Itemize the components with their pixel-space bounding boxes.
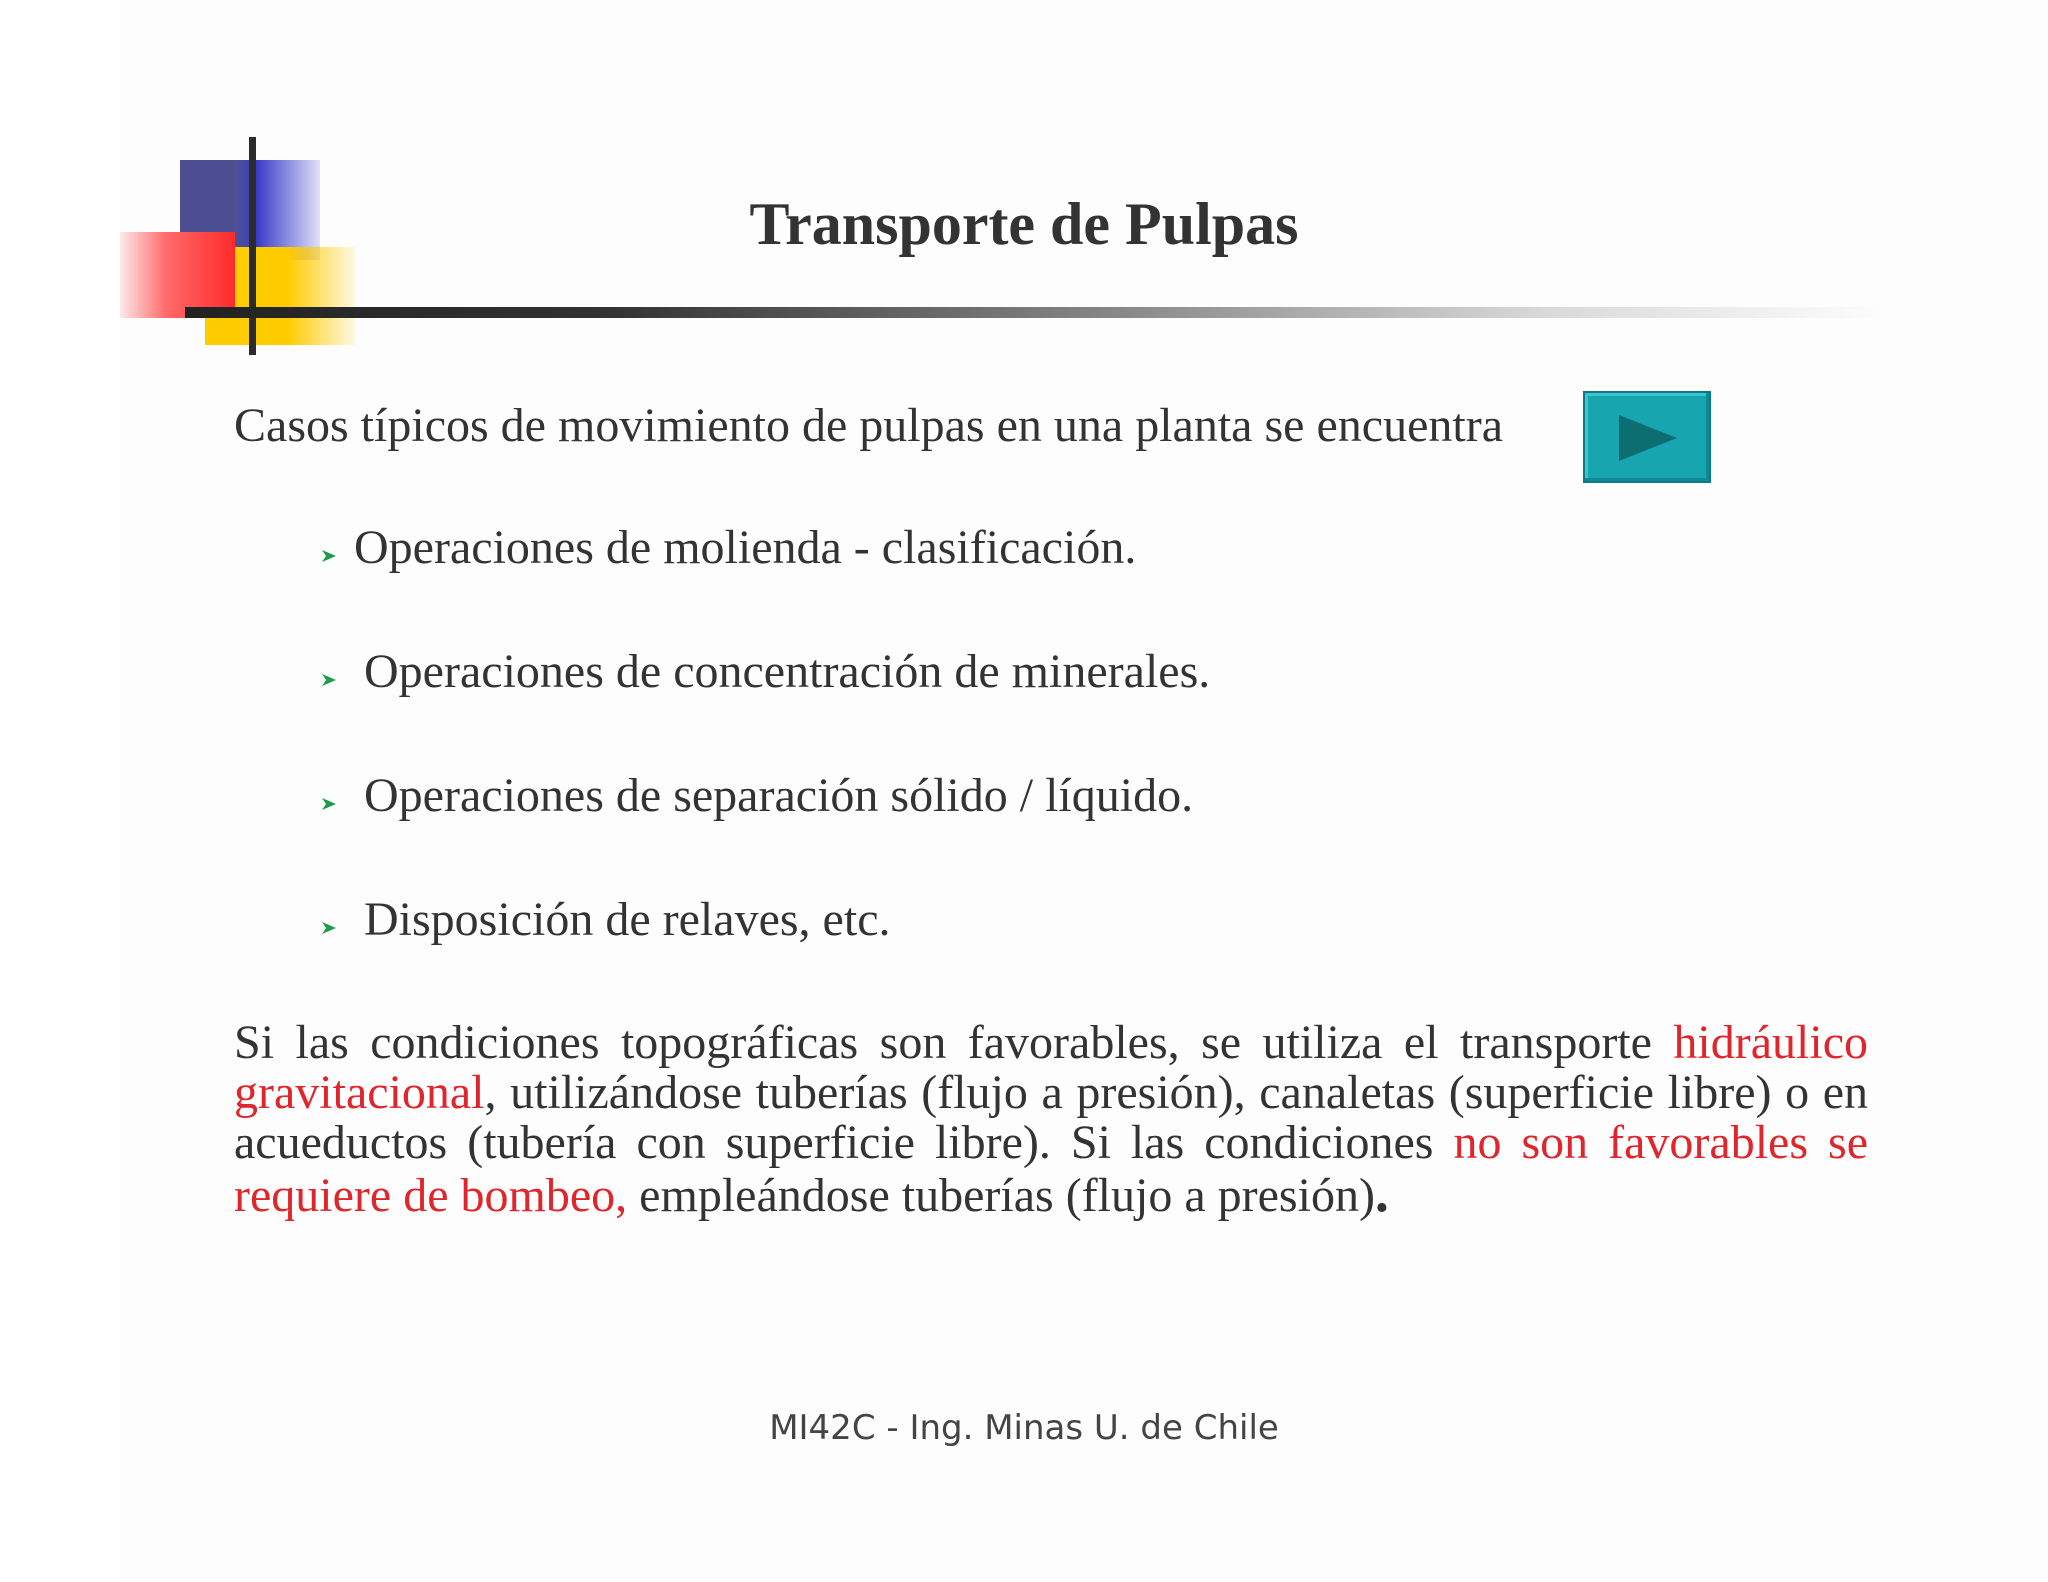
body-paragraph — [234, 1016, 1869, 1224]
paragraph-text: empleándose tuberías (flujo a presión) — [627, 1169, 1375, 1222]
play-next-icon — [1617, 413, 1679, 463]
list-item — [320, 644, 1210, 703]
highlight-text: no son favorables se requiere de bombeo, — [234, 1116, 1869, 1222]
slide-title: Transporte de Pulpas — [749, 191, 1299, 257]
arrow-bullet-icon — [320, 772, 364, 827]
bullet-text: Operaciones de concentración de minerales. — [364, 645, 1211, 698]
next-slide-button[interactable] — [1583, 391, 1711, 483]
highlight-text: hidráulico gravitacional — [234, 1016, 1868, 1119]
bullet-text: Operaciones de molienda - clasificación. — [354, 521, 1137, 574]
list-item — [320, 768, 1193, 827]
paragraph-text: , utilizándose tuberías (flujo a presión), canaletas (superficie libre) o en acueductos (tubería con superficie libre). Si las condiciones — [234, 1066, 1868, 1169]
slide-footer: MI42C - Ing. Minas U. de Chile — [769, 1408, 1279, 1448]
list-item — [320, 520, 1136, 579]
arrow-bullet-icon — [320, 648, 364, 703]
bullet-text: Operaciones de separación sólido / líquido. — [364, 769, 1194, 822]
list-item — [320, 892, 891, 951]
intro-text: Casos típicos de movimiento de pulpas en una planta se encuentra — [234, 399, 1503, 452]
paragraph-text: Si las condiciones topográficas son favorables, se utiliza el transporte — [234, 1016, 1674, 1069]
title-underline — [185, 307, 1885, 318]
arrow-bullet-icon — [320, 896, 364, 951]
paragraph-end: . — [1374, 1162, 1389, 1224]
bullet-text: Disposición de relaves, etc. — [364, 893, 891, 946]
